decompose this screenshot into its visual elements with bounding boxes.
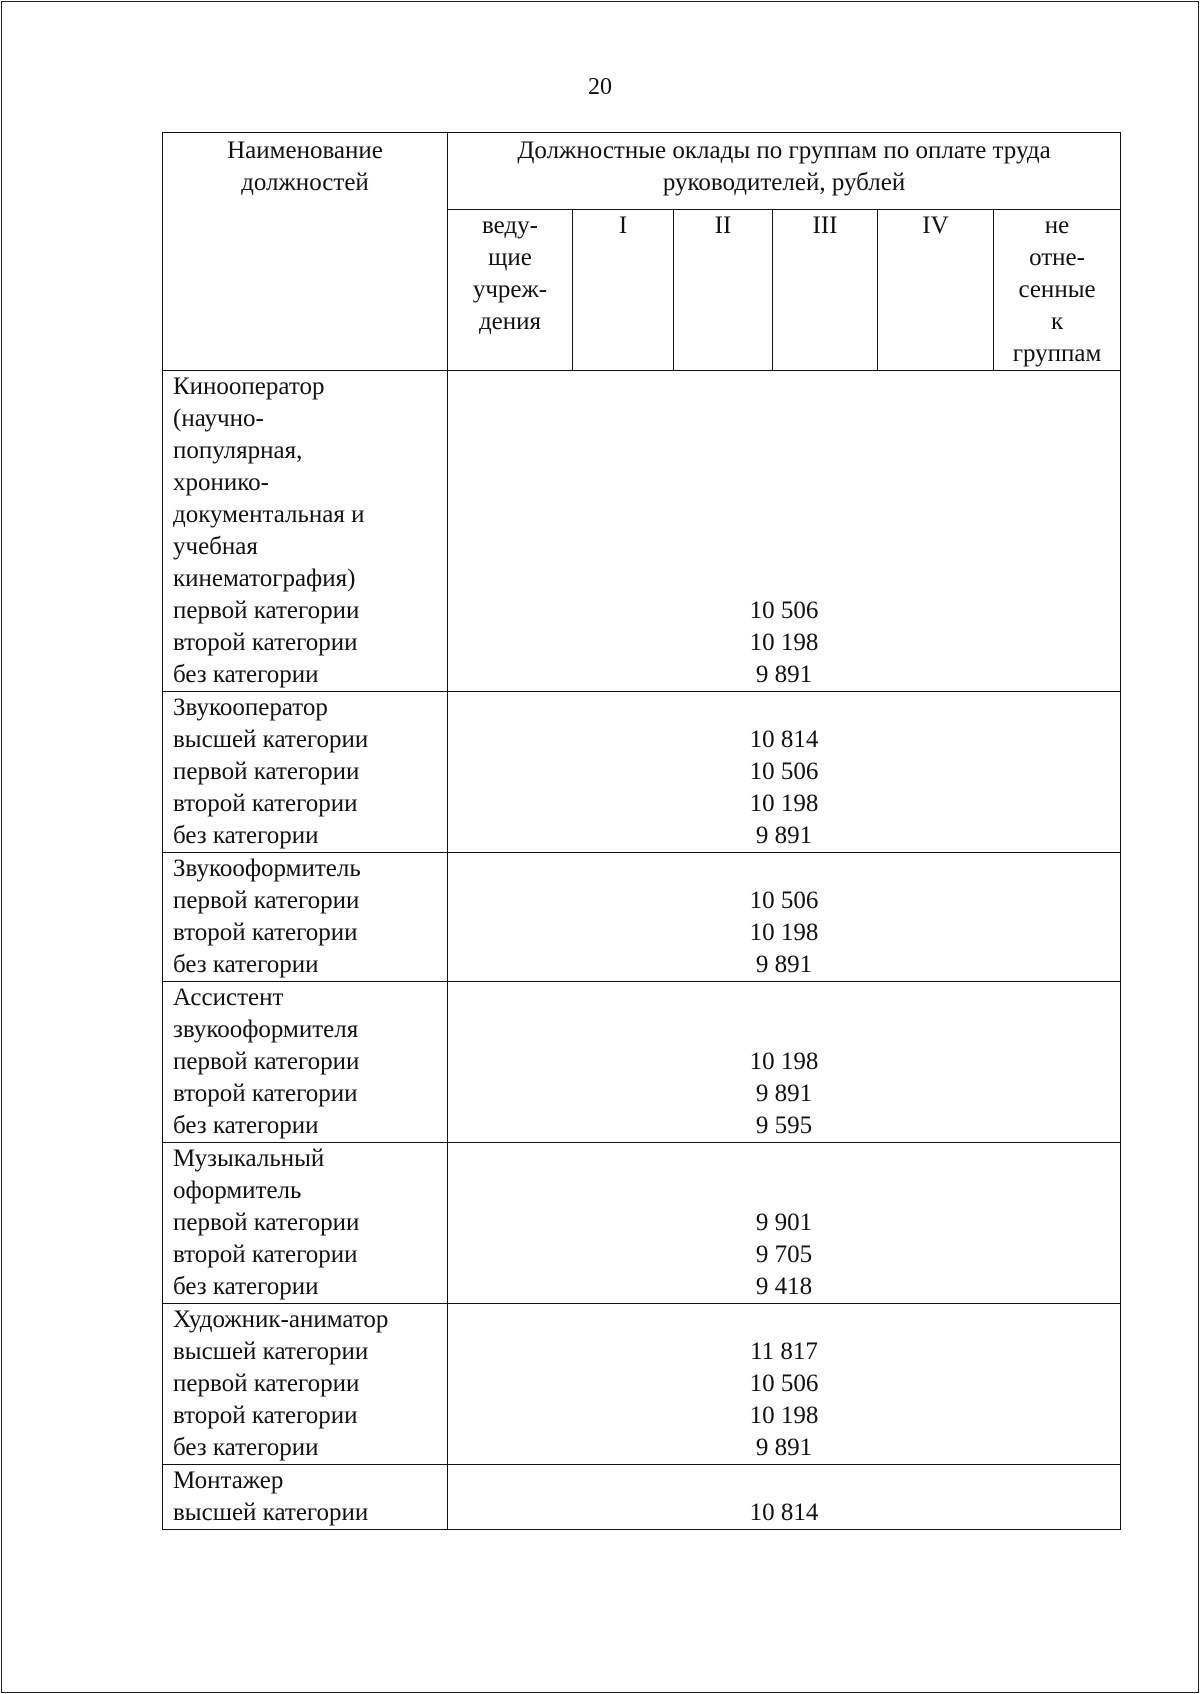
- salary-value-line: [448, 499, 1120, 531]
- salary-value-line: [448, 371, 1120, 403]
- salary-value-line: 10 198: [749, 1048, 819, 1075]
- subheader-text: отне-: [1029, 244, 1085, 271]
- position-name-cell: [163, 1465, 448, 1530]
- position-name-line: (научно-: [173, 405, 264, 432]
- subheader-text: не: [1044, 212, 1070, 239]
- position-name-line: Ассистент: [173, 984, 284, 1011]
- header-salary-groups: [448, 133, 1121, 210]
- position-name-line: первой категории: [173, 1209, 360, 1236]
- salary-value-line: 9 418: [755, 1273, 813, 1300]
- subheader-not-assigned: [994, 210, 1121, 371]
- salary-value-line: 9 901: [755, 1209, 813, 1236]
- subheader-text: веду-: [482, 212, 538, 239]
- position-name-cell: [163, 1304, 448, 1465]
- header-text: должностей: [241, 169, 369, 196]
- table-row: [163, 1304, 1121, 1465]
- salary-value-line: [448, 531, 1120, 563]
- salary-value-cell: [448, 1143, 1121, 1304]
- salary-value-line: 9 891: [755, 1434, 813, 1461]
- salary-value-line: [448, 1175, 1120, 1207]
- subheader-group-1: [573, 210, 674, 371]
- position-name-line: кинематография): [173, 565, 356, 592]
- subheader-text: III: [812, 212, 838, 239]
- position-name-cell: [163, 982, 448, 1143]
- position-name-line: высшей категории: [173, 726, 369, 753]
- header-position-name: [163, 133, 448, 371]
- position-name-line: первой категории: [173, 597, 360, 624]
- position-name-cell: [163, 371, 448, 692]
- salary-value-line: 10 506: [749, 887, 819, 914]
- salary-value-line: [448, 467, 1120, 499]
- position-name-line: без категории: [173, 822, 319, 849]
- subheader-text: дения: [478, 308, 542, 335]
- position-name-line: первой категории: [173, 758, 360, 785]
- header-text: Наименование: [227, 137, 383, 164]
- salary-value-line: 11 817: [750, 1338, 818, 1365]
- salary-value-cell: [448, 982, 1121, 1143]
- table-row: [163, 982, 1121, 1143]
- salary-value-line: 9 891: [755, 822, 813, 849]
- salary-value-line: 10 814: [749, 1499, 819, 1526]
- salary-value-line: 10 506: [749, 758, 819, 785]
- subheader-text: I: [618, 212, 628, 239]
- position-name-line: популярная,: [173, 437, 303, 464]
- salary-value-line: [448, 1304, 1120, 1336]
- position-name-line: без категории: [173, 1112, 319, 1139]
- position-name-line: оформитель: [173, 1177, 302, 1204]
- position-name-cell: [163, 1143, 448, 1304]
- position-name-line: второй категории: [173, 1241, 358, 1268]
- position-name-line: Кинооператор: [173, 373, 325, 400]
- salary-value-line: 10 506: [749, 597, 819, 624]
- position-name-line: высшей категории: [173, 1338, 369, 1365]
- subheader-text: группам: [1012, 340, 1102, 367]
- subheader-text: IV: [922, 212, 949, 239]
- table-row: [163, 1465, 1121, 1530]
- position-name-line: второй категории: [173, 1402, 358, 1429]
- position-name-line: первой категории: [173, 1048, 360, 1075]
- salary-value-line: 9 705: [755, 1241, 813, 1268]
- subheader-leading-institutions: [448, 210, 573, 371]
- table-body: [163, 371, 1121, 1530]
- position-name-cell: [163, 692, 448, 853]
- salary-value-cell: [448, 692, 1121, 853]
- salary-value-line: [448, 1143, 1120, 1175]
- salary-value-line: [448, 853, 1120, 885]
- position-name-line: высшей категории: [173, 1499, 369, 1526]
- position-name-line: первой категории: [173, 1370, 360, 1397]
- position-name-line: без категории: [173, 1273, 319, 1300]
- page-number: 20: [588, 74, 612, 100]
- subheader-group-4: [878, 210, 994, 371]
- position-name-line: без категории: [173, 661, 319, 688]
- salary-value-line: 10 506: [749, 1370, 819, 1397]
- salary-value-cell: [448, 1465, 1121, 1530]
- position-name-line: второй категории: [173, 1080, 358, 1107]
- salary-value-cell: [448, 1304, 1121, 1465]
- salary-value-line: 10 198: [749, 790, 819, 817]
- position-name-line: документальная и: [173, 501, 365, 528]
- salary-value-line: 10 198: [749, 1402, 819, 1429]
- position-name-line: Монтажер: [173, 1467, 284, 1494]
- header-text: руководителей, рублей: [662, 169, 906, 196]
- subheader-text: учреж-: [472, 276, 548, 303]
- salary-value-line: 9 595: [755, 1112, 813, 1139]
- salary-value-line: [448, 403, 1120, 435]
- position-name-line: хронико-: [173, 469, 269, 496]
- position-name-line: звукооформителя: [173, 1016, 359, 1043]
- salary-value-line: 9 891: [755, 661, 813, 688]
- salary-value-line: 10 198: [749, 629, 819, 656]
- table-row: [163, 1143, 1121, 1304]
- salary-value-line: 10 198: [749, 919, 819, 946]
- position-name-line: первой категории: [173, 887, 360, 914]
- table-row: [163, 692, 1121, 853]
- salary-value-line: [448, 1465, 1120, 1497]
- salary-table: [162, 132, 1121, 1530]
- subheader-text: сенные: [1018, 276, 1096, 303]
- salary-value-cell: [448, 371, 1121, 692]
- header-row: [163, 133, 1121, 210]
- subheader-group-2: [674, 210, 773, 371]
- subheader-text: к: [1050, 308, 1064, 335]
- position-name-line: второй категории: [173, 919, 358, 946]
- salary-value-line: [448, 1014, 1120, 1046]
- salary-value-line: 9 891: [755, 1080, 813, 1107]
- subheader-group-3: [773, 210, 878, 371]
- table-row: [163, 853, 1121, 982]
- salary-value-line: 10 814: [749, 726, 819, 753]
- salary-value-line: 9 891: [755, 951, 813, 978]
- position-name-line: Художник-аниматор: [173, 1306, 389, 1333]
- salary-value-line: [448, 563, 1120, 595]
- position-name-line: без категории: [173, 951, 319, 978]
- header-text: Должностные оклады по группам по оплате труда: [517, 137, 1051, 164]
- subheader-text: щие: [488, 244, 532, 271]
- position-name-line: второй категории: [173, 629, 358, 656]
- position-name-line: без категории: [173, 1434, 319, 1461]
- table-row: [163, 371, 1121, 692]
- salary-value-line: [448, 435, 1120, 467]
- position-name-line: учебная: [173, 533, 258, 560]
- position-name-line: Музыкальный: [173, 1145, 325, 1172]
- salary-value-line: [448, 982, 1120, 1014]
- subheader-text: II: [714, 212, 732, 239]
- position-name-line: Звукооформитель: [173, 855, 361, 882]
- salary-value-line: [448, 692, 1120, 724]
- salary-value-cell: [448, 853, 1121, 982]
- position-name-line: Звукооператор: [173, 694, 328, 721]
- position-name-line: второй категории: [173, 790, 358, 817]
- position-name-cell: [163, 853, 448, 982]
